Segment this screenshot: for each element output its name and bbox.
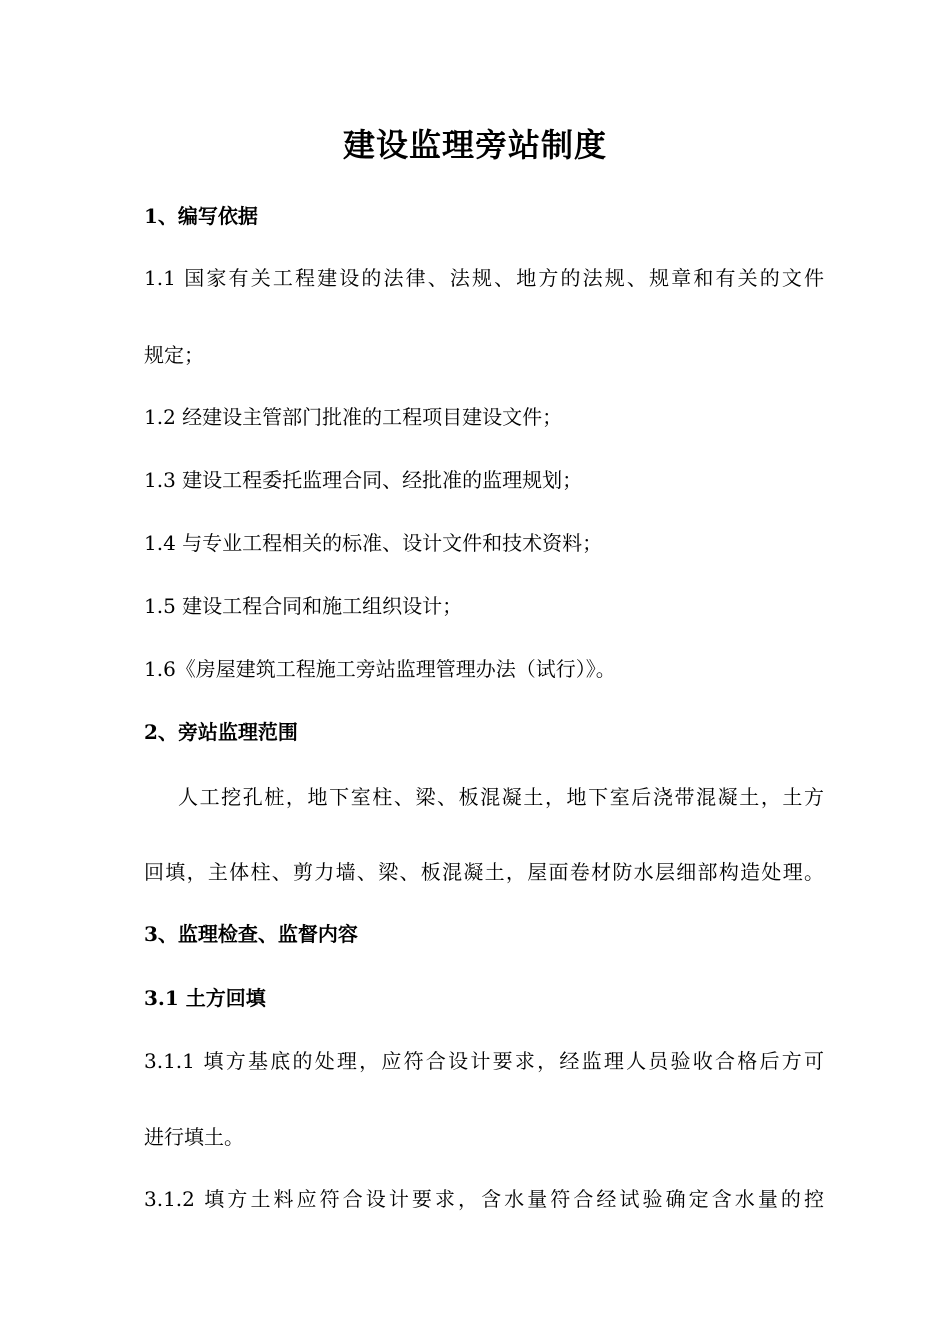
paragraph-1-4: 1.4 与专业工程相关的标准、设计文件和技术资料；: [144, 531, 603, 555]
section-heading-basis: 1、编写依据: [144, 204, 258, 228]
section-heading-inspection: 3、监理检查、监督内容: [144, 922, 358, 946]
paragraph-3-1-2-line-1: 3.1.2 填方土料应符合设计要求，含水量符合经试验确定含水量的控: [144, 1187, 824, 1211]
paragraph-3-1-1-line-2: 进行填土。: [144, 1125, 244, 1149]
section-heading-scope: 2、旁站监理范围: [144, 720, 298, 744]
paragraph-3-1-1-line-1: 3.1.1 填方基底的处理，应符合设计要求，经监理人员验收合格后方可: [144, 1049, 824, 1073]
paragraph-1-6: 1.6《房屋建筑工程施工旁站监理管理办法（试行）》。: [144, 657, 616, 681]
scope-paragraph-line-2: 回填，主体柱、剪力墙、梁、板混凝土，屋面卷材防水层细部构造处理。: [144, 860, 824, 884]
paragraph-1-3: 1.3 建设工程委托监理合同、经批准的监理规划；: [144, 468, 583, 492]
paragraph-1-2: 1.2 经建设主管部门批准的工程项目建设文件；: [144, 405, 563, 429]
paragraph-1-5: 1.5 建设工程合同和施工组织设计；: [144, 594, 463, 618]
document-title: 建设监理旁站制度: [342, 126, 607, 164]
scope-paragraph-line-1: 人工挖孔桩，地下室柱、梁、板混凝土，地下室后浇带混凝土，土方: [178, 785, 824, 809]
paragraph-1-1-line-2: 规定；: [144, 343, 204, 367]
paragraph-1-1-line-1: 1.1 国家有关工程建设的法律、法规、地方的法规、规章和有关的文件: [144, 266, 824, 290]
subsection-heading-backfill: 3.1 土方回填: [144, 986, 266, 1010]
